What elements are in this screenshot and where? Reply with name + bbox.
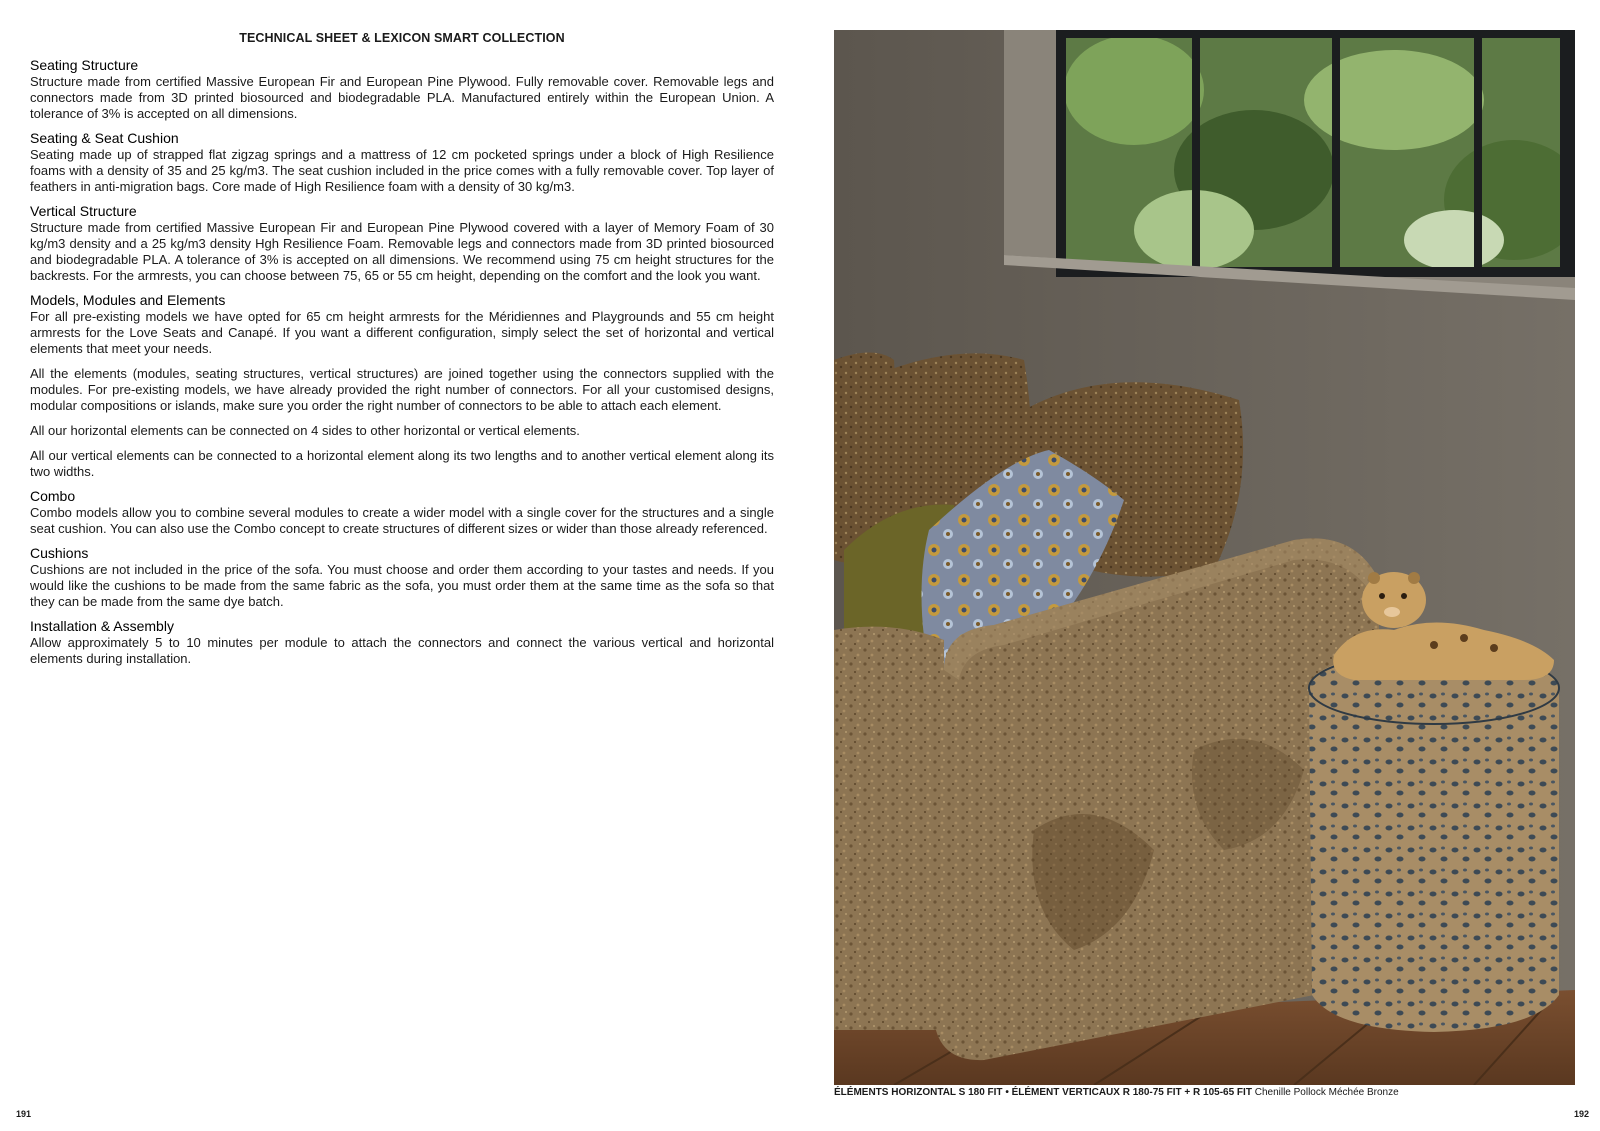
section-models-modules-elements (30, 292, 774, 480)
section-heading: Seating Structure (30, 57, 139, 73)
technical-sheet-content (30, 57, 774, 675)
section-heading: Models, Modules and Elements (30, 292, 226, 308)
section-heading: Installation & Assembly (30, 618, 174, 634)
section-paragraph: Structure made from certified Massive European Fir and European Pine Plywood. Fully removable cover. Removable legs and connectors made from 3D printed biosourced and biodegradable PLA. Manufactured entirely within the European Union. A tolerance of 3% is accepted on all dimensions. (30, 74, 774, 121)
section-paragraph: Allow approximately 5 to 10 minutes per module to attach the connectors and connect the various vertical and horizontal elements during installation. (30, 635, 774, 666)
section-paragraph: Seating made up of strapped flat zigzag springs and a mattress of 12 cm pocketed springs under a block of High Resilience foams with a density of 35 and 25 kg/m3. The seat cushion included in the price comes with a fully removable cover. Top layer of feathers in anti-migration bags. Core made of High Resilience foam with a density of 30 kg/m3. (30, 147, 774, 194)
section-combo (30, 488, 774, 537)
section-heading: Cushions (30, 545, 89, 561)
photo-caption (834, 1087, 1575, 1098)
section-paragraph: All the elements (modules, seating structures, vertical structures) are joined together using the connectors supplied with the modules. For pre-existing models, we have already provided the right number of connectors. For all your customised designs, modular compositions or islands, make sure you order the right number of connectors to be able to attach each element. (30, 366, 774, 413)
section-seating-structure (30, 57, 774, 122)
section-heading: Vertical Structure (30, 203, 137, 219)
section-seating-seat-cushion (30, 130, 774, 195)
section-installation-assembly (30, 618, 774, 667)
caption-product-references: ÉLÉMENTS HORIZONTAL S 180 FIT • ÉLÉMENT VERTICAUX R 180-75 FIT + R 105-65 FIT (834, 1087, 1252, 1098)
section-cushions (30, 545, 774, 610)
section-paragraph: Cushions are not included in the price of the sofa. You must choose and order them according to your tastes and needs. If you would like the cushions to be made from the same fabric as the sofa, you must order them at the same time as the sofa so that they can be made from the same dye batch. (30, 562, 774, 609)
section-paragraph: All our vertical elements can be connected to a horizontal element along its two lengths and to another vertical element along its two widths. (30, 448, 774, 479)
page-number-left: 191 (16, 1109, 32, 1119)
caption-fabric-name: Chenille Pollock Méchée Bronze (1254, 1087, 1399, 1098)
section-heading: Seating & Seat Cushion (30, 130, 179, 146)
page-title: TECHNICAL SHEET & LEXICON SMART COLLECTION (239, 31, 565, 45)
sofa-scene-illustration (834, 30, 1575, 1085)
page-number-right: 192 (1574, 1109, 1590, 1119)
section-paragraph: Combo models allow you to combine several modules to create a wider model with a single cover for the structures and a single seat cushion. You can also use the Combo concept to create structures of different sizes or wider than those already referenced. (30, 505, 774, 536)
product-photo (834, 30, 1575, 1085)
section-heading: Combo (30, 488, 76, 504)
section-paragraph: Structure made from certified Massive European Fir and European Pine Plywood covered with a layer of Memory Foam of 30 kg/m3 density and a 25 kg/m3 density Hgh Resilience Foam. Removable legs and connectors made from 3D printed biosourced and biodegradable PLA. A tolerance of 3% is accepted on all dimensions. We recommend using 75 cm height structures for the backrests. For the armrests, you can choose between 75, 65 or 55 cm height, depending on the comfort and the look you want. (30, 220, 774, 283)
section-vertical-structure (30, 203, 774, 284)
section-paragraph: All our horizontal elements can be connected on 4 sides to other horizontal or vertical elements. (30, 423, 580, 438)
section-paragraph: For all pre-existing models we have opted for 65 cm height armrests for the Méridiennes and Playgrounds and 55 cm height armrests for the Love Seats and Canapé. If you want a different configuration, simply select the set of horizontal and vertical elements that meet your needs. (30, 309, 774, 356)
